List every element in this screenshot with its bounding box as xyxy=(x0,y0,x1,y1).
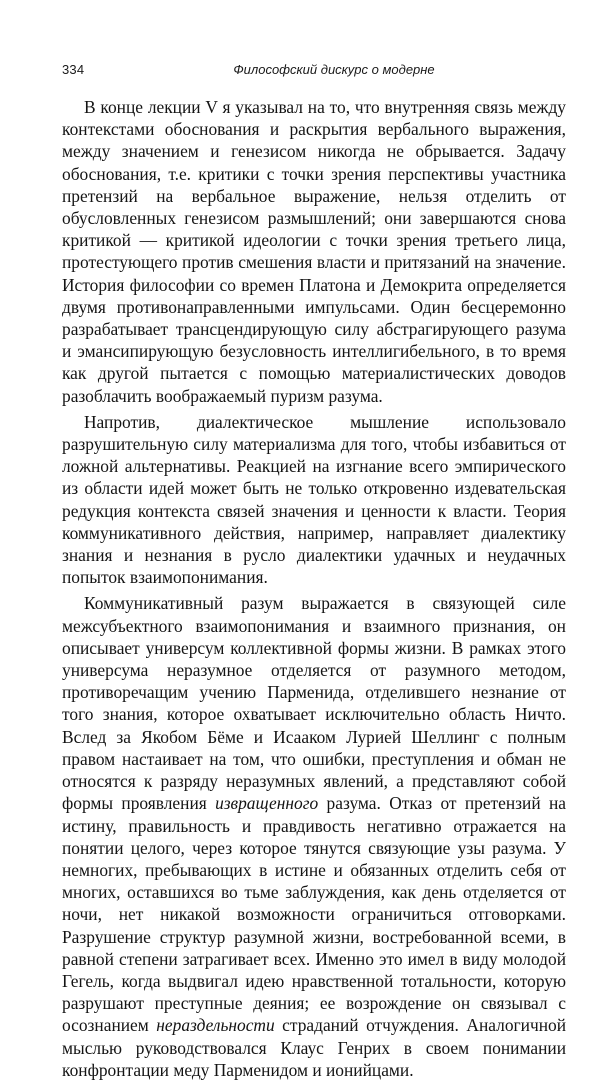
running-title: Философский дискурс о модерне xyxy=(233,62,435,77)
italic-term: извращенного xyxy=(215,793,319,814)
body-text xyxy=(62,96,566,1081)
paragraph-2 xyxy=(62,411,566,589)
page-number: 334 xyxy=(62,62,85,77)
paragraph-text: разума. Отказ от претензий на истину, правильность и правдивость негативно отражается на понятии целого, через которое тянутся связующие узы разума. У немногих, пребывающих в истине и обязанных отделить себя от многих, оставшихся во тьме заблуждения, как день отделяется от ночи, нет никакой возможности ограничиться отговорками. Разрушение структур разумной жизни, востребованной всеми, в равной степени затрагивает всех. Именно это имел в виду молодой Гегель, когда выдвигал идею нравственной тотальности, которую разрушают преступные деяния; ее возрождение он связывал с осознанием xyxy=(62,793,566,1036)
italic-term: нераздельности xyxy=(156,1015,275,1036)
paragraph-text: Коммуникативный разум выражается в связующей силе межсубъектного взаимопонимания и взаимного признания, он описывает универсум коллективной формы жизни. В рамках этого универсума неразумное отделяется от разумного методом, противоречащим учению Парменида, отделившего незнание от того знания, которое охватывает исключительно область Ничто. Вслед за Якобом Бёме и Исааком Лурией Шеллинг с полным правом настаивает на том, что ошибки, преступления и обман не относятся к разряду неразумных явлений, а представляют собой формы проявления xyxy=(62,593,566,814)
paragraph-3 xyxy=(62,592,566,1080)
paragraph-text: Напротив, диалектическое мышление использовало разрушительную силу материализма для того, чтобы избавиться от ложной альтернативы. Реакцией на изгнание всего эмпирического из области идей может быть не только откровенно издевательская редукция контекста связей значения и ценности к власти. Теория коммуникативного действия, например, направляет диалектику знания и незнания в русло диалектики удачных и неудачных попыток взаимопонимания. xyxy=(62,411,566,588)
paragraph-text: страданий отчуждения. Аналогичной мыслью руководствовался Клаус Генрих в своем понимании конфронтации меду Парменидом и ионийцами. xyxy=(62,1015,567,1080)
paragraph-text: В конце лекции V я указывал на то, что внутренняя связь между контекстами обоснования и раскрытия вербального выражения, между значением и генезисом никогда не обрывается. Задачу обоснования, т.е. критики с точки зрения перспективы участника претензий на вербальное выражение, нельзя отделить от обусловленных генезисом размышлений; они завершаются снова критикой — критикой идеологии с точки зрения третьего лица, протестующего против смешения власти и притязаний на значение. История философии со времен Платона и Демокрита определяется двумя противонаправленными импульсами. Один бесцеремонно разрабатывает трансцендирующую силу абстрагирующего разума и эмансипирующую безусловность интеллигибельного, в то время как другой пытается с помощью материалистических доводов разоблачить воображаемый пуризм разума. xyxy=(62,97,566,406)
paragraph-1 xyxy=(62,96,566,407)
page-header xyxy=(62,62,566,80)
